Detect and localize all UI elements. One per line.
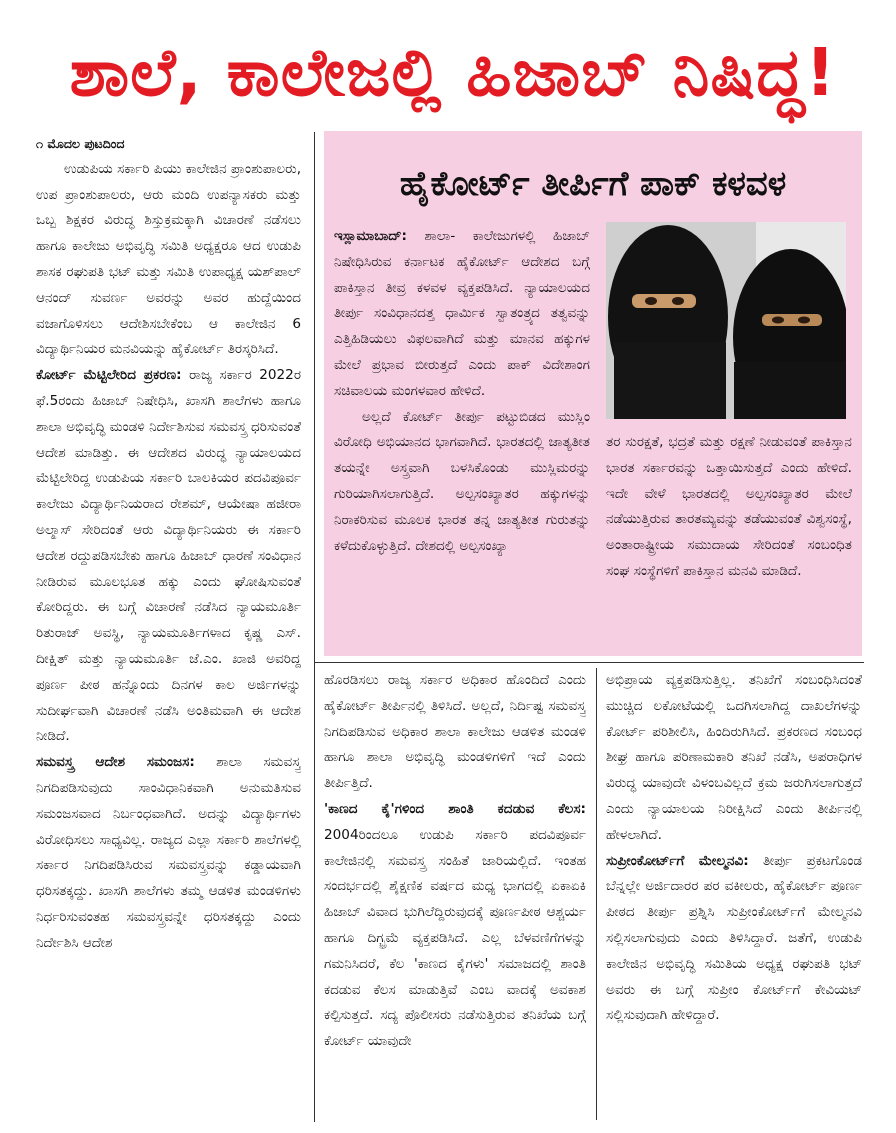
paragraph: ಅಲ್ಲದೆ ಕೋರ್ಟ್ ತೀರ್ಪು ಪಟ್ಟುಬಿಡದ ಮುಸ್ಲಿಂ ವಿರೋಧಿ ಅಭಿಯಾನದ ಭಾಗವಾಗಿದೆ. ಭಾರತದಲ್ಲಿ ಜಾತ್ಯತೀತ ತಯನ್ನೇ ಅಸ್ತ್ರವಾಗಿ ಬಳಸಿಕೊಂಡು ಮುಸ್ಲಿಮರನ್ನು ಗುರಿಯಾಗಿಸಲಾಗುತ್ತಿದೆ. ಅಲ್ಪಸಂಖ್ಯಾತರ ಹಕ್ಕುಗಳನ್ನು ನಿರಾಕರಿಸುವ ಮೂಲಕ ಭಾರತ ತನ್ನ ಜಾತ್ಯತೀತ ಗುರುತನ್ನು ಕಳೆದುಕೊಳ್ಳುತ್ತಿದೆ. ದೇಶದಲ್ಲಿ ಅಲ್ಪಸಂಖ್ಯಾ — [334, 408, 590, 554]
subheading: ಕೋರ್ಟ್ ಮೆಟ್ಟಿಲೇರಿದ ಪ್ರಕರಣ: — [36, 367, 182, 384]
paragraph: 2004ರಿಂದಲೂ ಉಡುಪಿ ಸರ್ಕಾರಿ ಪದವಿಪೂರ್ವ ಕಾಲೇಜಿನಲ್ಲಿ ಸಮವಸ್ತ್ರ ಸಂಹಿತೆ ಜಾರಿಯಲ್ಲಿದೆ. ಇಂತಹ ಸಂದರ್ಭದಲ್ಲಿ ಶೈಕ್ಷಣಿಕ ವರ್ಷದ ಮಧ್ಯ ಭಾಗದಲ್ಲಿ ಏಕಾಏಕಿ ಹಿಜಾಬ್ ವಿವಾದ ಭುಗಿಲೆದ್ದಿರುವುದಕ್ಕೆ ಪೂರ್ಣಪೀಠ ಆಶ್ಚರ್ಯ ಹಾಗೂ ದಿಗ್ಭ್ರಮೆ ವ್ಯಕ್ತಪಡಿಸಿದೆ. ಎಲ್ಲ ಬೆಳವಣಿಗೆಗಳನ್ನು ಗಮನಿಸಿದರೆ, ಕೆಲ 'ಕಾಣದ ಕೈಗಳು' ಸಮಾಜದಲ್ಲಿ ಶಾಂತಿ ಕದಡುವ ಕೆಲಸ ಮಾಡುತ್ತಿವೆ ಎಂಬ ವಾದಕ್ಕೆ ಅವಕಾಶ ಕಲ್ಪಿಸುತ್ತದೆ. ಸದ್ಯ ಪೊಲೀಸರು ನಡೆಸುತ್ತಿರುವ ತನಿಖೆಯ ಬಗ್ಗೆ ಕೋರ್ಟ್ ಯಾವುದೇ — [324, 826, 586, 1050]
column-divider — [596, 668, 597, 1120]
paragraph: ತರ ಸುರಕ್ಷತೆ, ಭದ್ರತೆ ಮತ್ತು ರಕ್ಷಣೆ ನೀಡುವಂತೆ ಪಾಕಿಸ್ತಾನ ಭಾರತ ಸರ್ಕಾರವನ್ನು ಒತ್ತಾಯಿಸುತ್ತದೆ ಎಂದು ಹೇಳಿದೆ. ಇದೇ ವೇಳೆ ಭಾರತದಲ್ಲಿ ಅಲ್ಪಸಂಖ್ಯಾತರ ಮೇಲೆ ನಡೆಯುತ್ತಿರುವ ತಾರತಮ್ಯವನ್ನು ತಡೆಯುವಂತೆ ವಿಶ್ವಸಂಸ್ಥೆ, ಅಂತಾರಾಷ್ಟ್ರೀಯ ಸಮುದಾಯ ಸೇರಿದಂತೆ ಸಂಬಂಧಿತ ಸಂಘ ಸಂಸ್ಥೆಗಳಿಗೆ ಪಾಕಿಸ್ತಾನ ಮನವಿ ಮಾಡಿದೆ. — [606, 434, 852, 579]
subheading: 'ಕಾಣದ ಕೈ'ಗಳಿಂದ ಶಾಂತಿ ಕದಡುವ ಕೆಲಸ: — [324, 800, 586, 817]
subheading: ಸಮವಸ್ತ್ರ ಆದೇಶ ಸಮಂಜಸ: — [36, 754, 195, 771]
sidebar-story-column-1 — [334, 224, 590, 644]
sidebar-story-column-2 — [606, 430, 852, 648]
paragraph: ಉಡುಪಿಯ ಸರ್ಕಾರಿ ಪಿಯು ಕಾಲೇಜಿನ ಪ್ರಾಂಶುಪಾಲರು, ಉಪ ಪ್ರಾಂಶುಪಾಲರು, ಆರು ಮಂದಿ ಉಪನ್ಯಾಸಕರು ಮತ್ತು ಒಬ್ಬ ಶಿಕ್ಷಕರ ವಿರುದ್ಧ ಶಿಸ್ತುಕ್ರಮಕ್ಕಾಗಿ ವಿಚಾರಣೆ ನಡೆಸಲು ಹಾಗೂ ಕಾಲೇಜು ಅಭಿವೃದ್ಧಿ ಸಮಿತಿ ಅಧ್ಯಕ್ಷರೂ ಆದ ಉಡುಪಿ ಶಾಸಕ ರಘುಪತಿ ಭಟ್ ಮತ್ತು ಸಮಿತಿ ಉಪಾಧ್ಯಕ್ಷ ಯಶ್‌ಪಾಲ್ ಆನಂದ್ ಸುವರ್ಣ ಅವರನ್ನು ಅವರ ಹುದ್ದೆಯಿಂದ ವಜಾಗೊಳಿಸಲು ಆದೇಶಿಸಬೇಕೆಂಬ ಆ ಕಾಲೇಜಿನ 6 ವಿದ್ಯಾರ್ಥಿನಿಯರ ಮನವಿಯನ್ನು ಹೈಕೋರ್ಟ್ ತಿರಸ್ಕರಿಸಿದೆ. — [36, 160, 301, 358]
dateline: ಇಸ್ಲಾಮಾಬಾದ್: — [334, 228, 407, 244]
paragraph: ಅಭಿಪ್ರಾಯ ವ್ಯಕ್ತಪಡಿಸುತ್ತಿಲ್ಲ. ತನಿಖೆಗೆ ಸಂಬಂಧಿಸಿದಂತೆ ಮುಚ್ಚಿದ ಲಕೋಟೆಯಲ್ಲಿ ಒದಗಿಸಲಾಗಿದ್ದ ದಾಖಲೆಗಳನ್ನು ಕೋರ್ಟ್ ಪರಿಶೀಲಿಸಿ, ಹಿಂದಿರುಗಿಸಿದೆ. ಪ್ರಕರಣದ ಸಂಬಂಧ ಶೀಘ್ರ ಹಾಗೂ ಪರಿಣಾಮಕಾರಿ ತನಿಖೆ ನಡೆಸಿ, ಅಪರಾಧಿಗಳ ವಿರುದ್ಧ ಯಾವುದೇ ವಿಳಂಬವಿಲ್ಲದೆ ಕ್ರಮ ಜರುಗಿಸಲಾಗುತ್ತದೆ ಎಂದು ನ್ಯಾಯಾಲಯ ನಿರೀಕ್ಷಿಸಿದೆ ಎಂದು ತೀರ್ಪಿನಲ್ಲಿ ಹೇಳಲಾಗಿದೆ. — [606, 672, 862, 843]
paragraph: ರಾಜ್ಯ ಸರ್ಕಾರ 2022ರ ಫೆ.5ರಂದು ಹಿಜಾಬ್ ನಿಷೇಧಿಸಿ, ಖಾಸಗಿ ಶಾಲೆಗಳು ಹಾಗೂ ಶಾಲಾ ಅಭಿವೃದ್ಧಿ ಮಂಡಳಿ ನಿರ್ದೇಶಿಸುವ ಸಮವಸ್ತ್ರ ಧರಿಸುವಂತೆ ಆದೇಶ ಮಾಡಿತ್ತು. ಈ ಆದೇಶದ ವಿರುದ್ಧ ನ್ಯಾಯಾಲಯದ ಮೆಟ್ಟಿಲೇರಿದ್ದ ಉಡುಪಿಯ ಸರ್ಕಾರಿ ಬಾಲಕಿಯರ ಪದವಿಪೂರ್ವ ಕಾಲೇಜು ವಿದ್ಯಾರ್ಥಿನಿಯರಾದ ರೇಶಮ್, ಆಯೇಷಾ ಹಜೀರಾ ಅಲ್ಮಾಸ್ ಸೇರಿದಂತೆ ಆರು ವಿದ್ಯಾರ್ಥಿನಿಯರು ಈ ಸರ್ಕಾರಿ ಆದೇಶ ರದ್ದುಪಡಿಸಬೇಕು ಹಾಗೂ ಹಿಜಾಬ್ ಧಾರಣೆ ಸಂವಿಧಾನ ನೀಡಿರುವ ಮೂಲಭೂತ ಹಕ್ಕು ಎಂದು ಘೋಷಿಸುವಂತೆ ಕೋರಿದ್ದರು. ಈ ಬಗ್ಗೆ ವಿಚಾರಣೆ ನಡೆಸಿದ ನ್ಯಾಯಮೂರ್ತಿ ರಿತುರಾಜ್ ಅವಸ್ಥಿ, ನ್ಯಾಯಮೂರ್ತಿಗಳಾದ ಕೃಷ್ಣ ಎಸ್. ದೀಕ್ಷಿತ್ ಮತ್ತು ನ್ಯಾಯಮೂರ್ತಿ ಜೆ.ಎಂ. ಖಾಜಿ ಅವರಿದ್ದ ಪೂರ್ಣ ಪೀಠ ಹನ್ನೊಂದು ದಿನಗಳ ಕಾಲ ಅರ್ಜಿಗಳನ್ನು ಸುದೀರ್ಘವಾಗಿ ವಿಚಾರಣೆ ನಡೆಸಿ ಅಂತಿಮವಾಗಿ ಈ ಆದೇಶ ನೀಡಿದೆ. — [36, 367, 301, 745]
paragraph: ಶಾಲಾ ಸಮವಸ್ತ್ರ ನಿಗದಿಪಡಿಸುವುದು ಸಾಂವಿಧಾನಿಕವಾಗಿ ಅನುಮತಿಸುವ ಸಮಂಜಸವಾದ ನಿರ್ಬಂಧವಾಗಿದೆ. ಅದನ್ನು ವಿದ್ಯಾರ್ಥಿಗಳು ವಿರೋಧಿಸಲು ಸಾಧ್ಯವಿಲ್ಲ. ರಾಜ್ಯದ ಎಲ್ಲಾ ಸರ್ಕಾರಿ ಶಾಲೆಗಳಲ್ಲಿ ಸರ್ಕಾರ ನಿಗದಿಪಡಿಸಿರುವ ಸಮವಸ್ತ್ರವನ್ನು ಕಡ್ಡಾಯವಾಗಿ ಧರಿಸತಕ್ಕದ್ದು. ಖಾಸಗಿ ಶಾಲೆಗಳು ತಮ್ಮ ಆಡಳಿತ ಮಂಡಳಿಗಳು ನಿರ್ಧರಿಸುವಂತಹ ಸಮವಸ್ತ್ರವನ್ನೇ ಧರಿಸತಕ್ಕದ್ದು ಎಂದು ನಿರ್ದೇಶಿಸಿ ಆದೇಶ — [36, 754, 301, 951]
article-column-2 — [324, 668, 586, 1120]
section-divider — [314, 662, 864, 663]
paragraph: ಹೊರಡಿಸಲು ರಾಜ್ಯ ಸರ್ಕಾರ ಅಧಿಕಾರ ಹೊಂದಿದೆ ಎಂದು ಹೈಕೋರ್ಟ್ ತೀರ್ಪಿನಲ್ಲಿ ತಿಳಿಸಿದೆ. ಅಲ್ಲದೆ, ನಿರ್ದಿಷ್ಟ ಸಮವಸ್ತ್ರ ನಿಗದಿಪಡಿಸುವ ಅಧಿಕಾರ ಶಾಲಾ ಕಾಲೇಜು ಆಡಳಿತ ಮಂಡಳಿ ಹಾಗೂ ಶಾಲಾ ಅಭಿವೃದ್ಧಿ ಮಂಡಳಿಗಳಿಗೆ ಇದೆ ಎಂದು ತೀರ್ಪಿತ್ತಿದೆ. — [324, 672, 586, 792]
hijab-students-photo — [606, 222, 846, 419]
continued-from-front-page: ೧ ಮೊದಲ ಪುಟದಿಂದ — [36, 136, 125, 151]
headline: ಶಾಲೆ, ಕಾಲೇಜಲ್ಲಿ ಹಿಜಾಬ್ ನಿಷಿದ್ಧ! — [69, 34, 837, 111]
paragraph: ತೀರ್ಪು ಪ್ರಕಟಗೊಂಡ ಬೆನ್ನಲ್ಲೇ ಅರ್ಜಿದಾರರ ಪರ ವಕೀಲರು, ಹೈಕೋರ್ಟ್ ಪೂರ್ಣ ಪೀಠದ ತೀರ್ಪು ಪ್ರಶ್ನಿಸಿ ಸುಪ್ರೀಂಕೋರ್ಟ್‌ಗೆ ಮೇಲ್ಮನವಿ ಸಲ್ಲಿಸಲಾಗುವುದು ಎಂದು ತಿಳಿಸಿದ್ದಾರೆ. ಜತೆಗೆ, ಉಡುಪಿ ಕಾಲೇಜಿನ ಅಭಿವೃದ್ಧಿ ಸಮಿತಿಯ ಅಧ್ಯಕ್ಷ ರಘುಪತಿ ಭಟ್ ಅವರು ಈ ಬಗ್ಗೆ ಸುಪ್ರೀಂ ಕೋರ್ಟ್‌ಗೆ ಕೇವಿಯಟ್ ಸಲ್ಲಿಸುವುದಾಗಿ ಹೇಳಿದ್ದಾರೆ. — [606, 852, 862, 1024]
paragraph: ಶಾಲಾ- ಕಾಲೇಜುಗಳಲ್ಲಿ ಹಿಜಾಬ್ ನಿಷೇಧಿಸಿರುವ ಕರ್ನಾಟಕ ಹೈಕೋರ್ಟ್ ಆದೇಶದ ಬಗ್ಗೆ ಪಾಕಿಸ್ತಾನ ತೀವ್ರ ಕಳವಳ ವ್ಯಕ್ತಪಡಿಸಿದೆ. ನ್ಯಾಯಾಲಯದ ತೀರ್ಪು ಸಂವಿಧಾನದತ್ತ ಧಾರ್ಮಿಕ ಸ್ವಾತಂತ್ರ್ಯದ ತತ್ವವನ್ನು ಎತ್ತಿಹಿಡಿಯಲು ವಿಫಲವಾಗಿದೆ ಮತ್ತು ಮಾನವ ಹಕ್ಕುಗಳ ಮೇಲೆ ಪ್ರಭಾವ ಬೀರುತ್ತದೆ ಎಂದು ಪಾಕ್ ವಿದೇಶಾಂಗ ಸಚಿವಾಲಯ ಮಂಗಳವಾರ ಹೇಳಿದೆ. — [334, 228, 590, 399]
column-divider — [314, 132, 315, 1122]
sidebar-story-title: ಹೈಕೋರ್ಟ್ ತೀರ್ಪಿಗೆ ಪಾಕ್ ಕಳವಳ — [399, 164, 787, 204]
subheading: ಸುಪ್ರೀಂಕೋರ್ಟ್‌ಗೆ ಮೇಲ್ಮನವಿ: — [606, 852, 749, 869]
article-column-1 — [36, 131, 301, 1121]
article-column-3 — [606, 668, 862, 1120]
